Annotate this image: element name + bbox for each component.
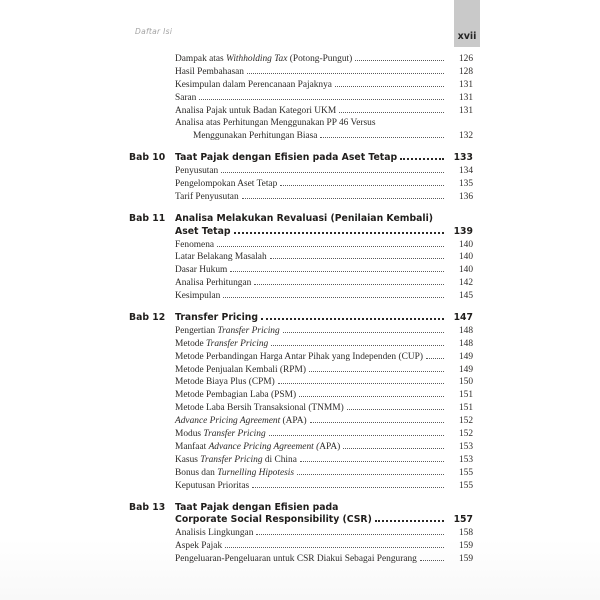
toc-chapter-row	[129, 213, 473, 226]
dotted-leader	[297, 472, 444, 475]
dotted-leader	[310, 420, 444, 423]
toc-entry-row	[129, 415, 473, 428]
page-ref: 149	[458, 364, 473, 375]
dotted-leader	[335, 84, 444, 87]
page-ref: 152	[458, 429, 473, 440]
entry-title: Advance Pricing Agreement (APA)	[175, 416, 307, 427]
dotted-leader	[252, 485, 444, 488]
dotted-leader	[300, 459, 444, 462]
entry-title: Tarif Penyusutan	[175, 191, 239, 202]
toc-entry-row	[129, 251, 473, 264]
entry-title: Metode Transfer Pricing	[175, 338, 269, 349]
page-ref: 131	[458, 92, 473, 103]
entry-title: Taat Pajak dengan Efisien pada Aset Tetap	[175, 152, 398, 164]
page-ref: 147	[453, 312, 473, 324]
page-number: xvii	[457, 31, 477, 42]
entry-title: Keputusan Prioritas	[175, 480, 250, 491]
dotted-leader	[256, 532, 444, 535]
page-ref: 132	[458, 131, 473, 142]
toc-entry-row	[129, 441, 473, 454]
running-header: Daftar Isi	[135, 27, 173, 36]
entry-title: Analisa Melakukan Revaluasi (Penilaian Kembali)	[175, 212, 434, 224]
toc-chapter-row	[129, 152, 473, 165]
entry-title: Analisis Lingkungan	[175, 528, 254, 539]
dotted-leader	[347, 407, 444, 410]
page-ref: 133	[453, 152, 473, 164]
dotted-leader	[199, 97, 444, 100]
toc-chapter-row	[129, 226, 473, 239]
toc-entry-row	[129, 454, 473, 467]
dotted-leader	[280, 183, 444, 186]
entry-title: Fenomena	[175, 239, 215, 250]
entry-title: Kasus Transfer Pricing di China	[175, 454, 297, 465]
page-ref: 148	[458, 325, 473, 336]
entry-title: Aset Tetap	[175, 225, 231, 237]
dotted-leader	[339, 110, 444, 113]
entry-title: Metode Laba Bersih Transaksional (TNMM)	[175, 403, 344, 414]
dotted-leader	[221, 170, 444, 173]
entry-title: Latar Belakang Masalah	[175, 252, 267, 263]
entry-title: Pengertian Transfer Pricing	[175, 325, 280, 336]
dotted-leader	[375, 518, 444, 522]
table-of-contents	[129, 53, 473, 566]
entry-title: Pengeluaran-Pengeluaran untuk CSR Diakui Sebagai Pengurang	[175, 554, 417, 565]
page-ref: 140	[458, 252, 473, 263]
page-ref: 128	[458, 66, 473, 77]
dotted-leader	[299, 394, 444, 397]
dotted-leader	[271, 343, 444, 346]
page-ref: 157	[453, 514, 473, 526]
dotted-leader	[261, 316, 444, 320]
page-ref: 150	[458, 377, 473, 388]
toc-chapter-row	[129, 502, 473, 515]
page-ref: 148	[458, 338, 473, 349]
dotted-leader	[223, 295, 444, 298]
dotted-leader	[242, 196, 444, 199]
dotted-leader	[270, 256, 444, 259]
entry-title: Modus Transfer Pricing	[175, 429, 266, 440]
folio-band	[454, 0, 480, 47]
entry-title: Bonus dan Turnelling Hipotesis	[175, 467, 295, 478]
entry-title: Kesimpulan dalam Perencanaan Pajaknya	[175, 79, 332, 90]
entry-title: Kesimpulan	[175, 291, 221, 302]
dotted-leader	[420, 558, 444, 561]
dotted-leader	[247, 71, 444, 74]
entry-title: Aspek Pajak	[175, 541, 223, 552]
toc-entry-row	[129, 277, 473, 290]
toc-entry-row	[129, 467, 473, 480]
chapter-label: Bab 10	[129, 152, 166, 164]
page-ref: 153	[458, 454, 473, 465]
page-ref: 145	[458, 291, 473, 302]
page-ref: 131	[458, 105, 473, 116]
dotted-leader	[320, 135, 444, 138]
toc-entry-row	[129, 117, 473, 130]
dotted-leader	[225, 545, 444, 548]
toc-chapter-row	[129, 312, 473, 325]
dotted-leader	[355, 58, 444, 61]
toc-entry-row	[129, 53, 473, 66]
dotted-leader	[283, 330, 444, 333]
toc-entry-row	[129, 264, 473, 277]
entry-title: Taat Pajak dengan Efisien pada	[175, 501, 339, 513]
page-ref: 142	[458, 278, 473, 289]
page-ref: 140	[458, 265, 473, 276]
page-ref: 155	[458, 467, 473, 478]
toc-entry-row	[129, 364, 473, 377]
toc-entry-row	[129, 402, 473, 415]
page-ref: 158	[458, 528, 473, 539]
entry-title: Metode Pembagian Laba (PSM)	[175, 390, 297, 401]
toc-entry-row	[129, 338, 473, 351]
chapter-label: Bab 13	[129, 501, 166, 513]
toc-entry-row	[129, 79, 473, 92]
entry-title: Dampak atas Withholding Tax (Potong-Pungut)	[175, 54, 353, 64]
page-ref: 153	[458, 441, 473, 452]
toc-entry-row	[129, 191, 473, 204]
entry-title: Metode Perbandingan Harga Antar Pihak yang Independen (CUP)	[175, 351, 423, 362]
page-ref: 151	[458, 390, 473, 401]
entry-title: Transfer Pricing	[175, 312, 259, 324]
page-ref: 155	[458, 480, 473, 491]
toc-entry-row	[129, 540, 473, 553]
toc-entry-row	[129, 480, 473, 493]
entry-title: Dasar Hukum	[175, 265, 228, 276]
dotted-leader	[217, 244, 444, 247]
toc-entry-row	[129, 130, 473, 143]
page-ref: 126	[458, 54, 473, 64]
dotted-leader	[426, 356, 444, 359]
chapter-label: Bab 11	[129, 212, 166, 224]
dotted-leader	[234, 230, 445, 234]
page-ref: 131	[458, 79, 473, 90]
entry-title: Analisa Pajak untuk Badan Kategori UKM	[175, 105, 337, 116]
entry-title: Analisa Perhitungan	[175, 278, 252, 289]
toc-chapter-row	[129, 514, 473, 527]
entry-title: Analisa atas Perhitungan Menggunakan PP 46 Versus	[175, 118, 376, 129]
toc-entry-row	[129, 178, 473, 191]
dotted-leader	[343, 446, 444, 449]
page-ref: 140	[458, 239, 473, 250]
toc-entry-row	[129, 428, 473, 441]
dotted-leader	[309, 369, 444, 372]
toc-entry-row	[129, 325, 473, 338]
dotted-leader	[278, 381, 444, 384]
toc-entry-row	[129, 351, 473, 364]
toc-entry-row	[129, 290, 473, 303]
page-ref: 159	[458, 541, 473, 552]
entry-title: Penyusutan	[175, 166, 219, 177]
entry-title: Manfaat Advance Pricing Agreement (APA)	[175, 441, 341, 452]
dotted-leader	[230, 269, 444, 272]
dotted-leader	[269, 433, 444, 436]
toc-entry-row	[129, 165, 473, 178]
entry-title: Metode Penjualan Kembali (RPM)	[175, 364, 306, 375]
page-ref: 135	[458, 179, 473, 190]
entry-title: Pengelompokan Aset Tetap	[175, 179, 278, 190]
entry-title: Hasil Pembahasan	[175, 66, 244, 77]
page-ref: 134	[458, 166, 473, 177]
page-ref: 159	[458, 554, 473, 565]
chapter-label: Bab 12	[129, 312, 166, 324]
page-ref: 139	[453, 225, 473, 237]
toc-entry-row	[129, 553, 473, 566]
entry-title: Metode Biaya Plus (CPM)	[175, 377, 275, 388]
page-ref: 149	[458, 351, 473, 362]
entry-title: Menggunakan Perhitungan Biasa	[193, 131, 318, 142]
toc-entry-row	[129, 376, 473, 389]
page-ref: 136	[458, 191, 473, 202]
entry-title: Corporate Social Responsibility (CSR)	[175, 514, 372, 526]
toc-entry-row	[129, 239, 473, 252]
dotted-leader	[254, 282, 444, 285]
toc-entry-row	[129, 527, 473, 540]
page-ref: 151	[458, 403, 473, 414]
toc-entry-row	[129, 92, 473, 105]
toc-entry-row	[129, 105, 473, 118]
entry-title: Saran	[175, 92, 197, 103]
toc-entry-row	[129, 389, 473, 402]
toc-entry-row	[129, 66, 473, 79]
page-ref: 152	[458, 416, 473, 427]
dotted-leader	[400, 156, 444, 160]
